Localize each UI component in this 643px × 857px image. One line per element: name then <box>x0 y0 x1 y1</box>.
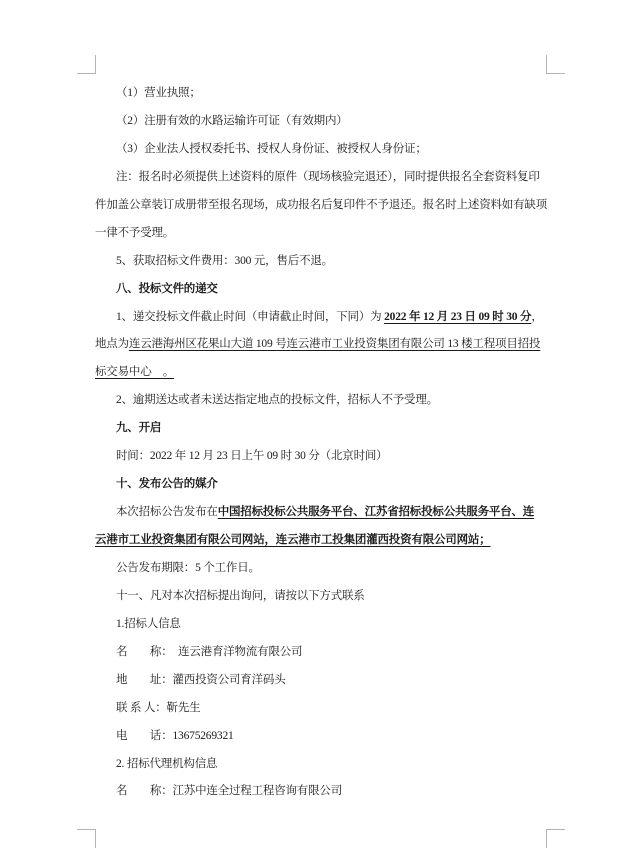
text-segment: 名 称：江苏中连全过程工程咨询有限公司 <box>116 785 342 798</box>
doc-line-22 <box>95 667 547 695</box>
doc-line-26 <box>95 778 547 806</box>
text-segment: 名 称： 连云港育洋物流有限公司 <box>116 645 303 658</box>
doc-line-1 <box>95 80 547 108</box>
doc-line-21 <box>95 639 547 667</box>
doc-line-20 <box>95 611 547 639</box>
margin-corner-mark-bottom-left <box>77 829 96 848</box>
doc-line-14 <box>95 443 547 471</box>
text-segment: 本次招标公告发布在 <box>116 506 218 519</box>
text-segment: 2022 年 12 月 23 日 09 时 30 分 <box>384 310 532 323</box>
doc-line-5 <box>95 192 547 220</box>
doc-line-17 <box>95 527 547 555</box>
doc-line-2 <box>95 108 547 136</box>
text-segment: 2. 招标代理机构信息 <box>116 757 218 770</box>
text-segment: （2）注册有效的水路运输许可证（有效期内） <box>116 114 348 127</box>
text-segment: 公告发布期限：5 个工作日。 <box>116 561 260 574</box>
doc-line-9 <box>95 304 547 332</box>
text-segment: 2、逾期送达或者未送达指定地点的投标文件，招标人不予受理。 <box>116 394 438 407</box>
text-segment: 连云港海州区花果山大道 109 号连云港市工业投资集团有限公司 13 楼工程项目招投 <box>128 338 541 351</box>
text-segment: （3）企业法人授权委托书、授权人身份证、被授权人身份证； <box>116 142 427 155</box>
text-segment: ， <box>531 310 543 323</box>
margin-corner-mark-bottom-right <box>546 829 565 848</box>
text-segment: 一律不予受理。 <box>95 226 175 239</box>
text-segment: 八、投标文件的递交 <box>116 282 218 295</box>
text-segment: 电 话：13675269321 <box>116 729 234 742</box>
text-segment: 1.招标人信息 <box>116 617 181 630</box>
doc-line-4 <box>95 164 547 192</box>
text-segment: 地 址：灌西投资公司育洋码头 <box>116 673 286 686</box>
doc-line-11 <box>95 359 547 387</box>
doc-line-8 <box>95 276 547 304</box>
doc-line-23 <box>95 695 547 723</box>
text-segment: 时间：2022 年 12 月 23 日上午 09 时 30 分（北京时间） <box>116 450 388 463</box>
text-segment: 件加盖公章装订成册带至报名现场，成功报名后复印件不予退还。报名时上述资料如有缺项 <box>95 198 547 211</box>
doc-line-6 <box>95 220 547 248</box>
doc-line-16 <box>95 499 547 527</box>
text-segment: 联 系 人：靳先生 <box>116 701 201 714</box>
text-segment: （1）营业执照； <box>116 87 201 99</box>
doc-line-10 <box>95 331 547 359</box>
margin-corner-mark-top-right <box>546 55 565 74</box>
text-segment: 注：报名时必须提供上述资料的原件（现场核验完退还），同时提供报名全套资料复印 <box>116 170 540 183</box>
text-segment: 十一、凡对本次招标提出询问，请按以下方式联系 <box>116 589 365 602</box>
margin-corner-mark-top-left <box>77 55 96 74</box>
document-content <box>95 80 547 806</box>
doc-line-7 <box>95 248 547 276</box>
doc-line-13 <box>95 415 547 443</box>
text-segment: 地点为 <box>95 338 129 351</box>
doc-line-24 <box>95 723 547 751</box>
text-segment: 1、递交投标文件截止时间（申请截止时间，下同）为 <box>116 310 385 323</box>
text-segment: 十、发布公告的媒介 <box>116 478 218 491</box>
doc-line-18 <box>95 555 547 583</box>
doc-line-3 <box>95 136 547 164</box>
text-segment: 5、获取招标文件费用：300 元，售后不退。 <box>116 254 333 267</box>
doc-line-19 <box>95 583 547 611</box>
doc-line-25 <box>95 751 547 779</box>
doc-line-15 <box>95 471 547 499</box>
text-segment: 标交易中心 。 <box>95 366 175 379</box>
text-segment: 九、开启 <box>116 422 162 435</box>
text-segment: 中国招标投标公共服务平台、江苏省招标投标公共服务平台、连 <box>217 506 535 519</box>
doc-line-12 <box>95 387 547 415</box>
text-segment: 云港市工业投资集团有限公司网站，连云港市工投集团灌西投资有限公司网站； <box>95 534 491 546</box>
